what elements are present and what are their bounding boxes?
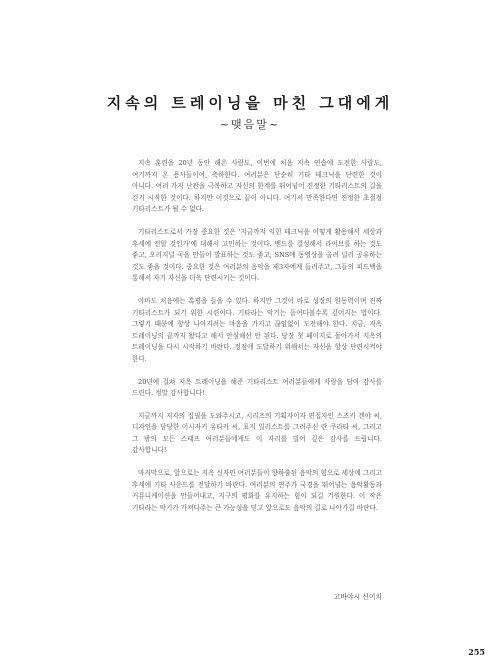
paragraph: 지속 훈련을 20년 동안 해온 사람도, 이번에 처음 지속 연습에 도전한 사람도, 여기까지 온 용사들이여, 축하한다. 여러분은 단순히 기타 테크닉을 단련한 것이 아니다. 여러 가지 난관을 극복하고 자신의 한계를 뛰어넘어 진정한 기타리스트의 길을 걷기 시작한 것이다. 하지만 이것으로 끝이 아니다. 여기서 만족한다면 진정한 초절정 기타리스트가 될 수 없다. [132,159,382,214]
page-title: 지속의 트레이닝을 마친 그대에게 [106,94,394,112]
paragraph: 아마도 처음에는 혹평을 들을 수 있다. 하지만 그것이 바로 성장의 원동력이며 진짜 기타리스트가 되기 위한 시련이다. 기타라는 악기는 들여다볼수록 깊어지는 법이다. 그렇기 때문에 항상 나아지려는 마음을 가지고 끊임없이 도전해야 한다. 지금, 지옥 트레이닝의 끝까지 왔다고 해서 안심해선 안 된다. 당장 첫 페이지로 돌아가서 지옥의 트레이닝을 다시 시작하기 바란다. 정점에 도달하기 위해서는 자신을 항상 단련시켜야 한다. [132,296,382,363]
body-text [132,158,382,525]
page-number: 255 [468,647,485,657]
page-subtitle: ~맺음말~ [219,118,281,131]
paragraph: 기타리스트로서 가장 중요한 것은 '지금까지 익힌 테크닉을 어떻게 활용해서 세상과 후세에 전할 것인가'에 대해서 고민하는 것이다. 밴드를 결성해서 라이브를 하는 것도 좋고, 오리지널 곡을 만들어 발표하는 것도 좋고, SNS에 동영상을 올려 널리 공유하는 것도 좋을 것이다. 중요한 것은 여러분의 음악을 제3자에게 들려주고, 그들의 피드백을 통해서 자기 자신을 더욱 단련시키는 것이다. [132,227,382,283]
paragraph: 마지막으로, 앞으로는 지옥 신자인 여러분들이 향하출된 음악의 힘으로 세상에 그리고 후세에 기타 사운드를 전달하기 바란다. 여러분의 연주가 국경을 뛰어넘는 음악활동과 커뮤니케이션을 만들어내고, 지구의 평화를 유지하는 힘이 되길 기원한다. 이 작은 기타라는 악기가 가져다주는 큰 가능성을 믿고 앞으로도 음악의 길로 나아가길 바란다. [132,469,382,512]
author-signature: 고바야시 신이치 [333,593,382,601]
paragraph: 20년에 걸쳐 지옥 트레이닝을 해준 기타리스트 여러분들에게 사랑을 담아 감사를 드린다. 정말 감사합니다! [132,377,382,398]
paragraph: 지금까지 저자의 집필을 도와주시고, 시리즈의 기획자이자 편집자인 스즈키 겐야 씨, 디자인을 담당한 이시자키 유타카 씨, 표지 일러스트를 그려주신 란 쿠라타 씨, 그리고 그 밖의 모든 스태프 여러분들에게도 이 자리를 빌어 깊은 감사를 드립니다. 감사합니다! [132,411,382,455]
